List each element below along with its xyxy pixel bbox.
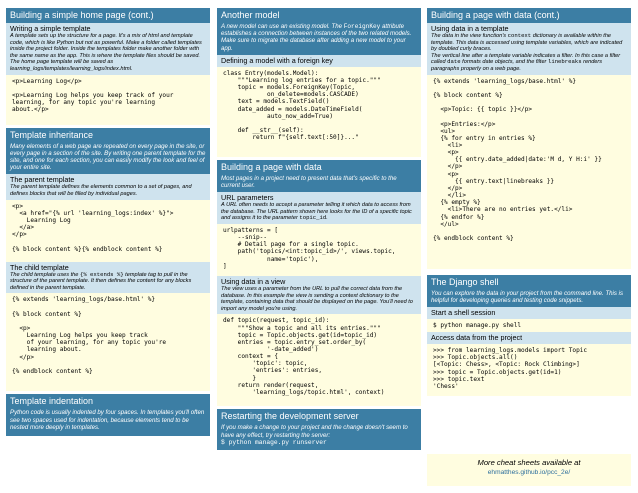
section-header-page-with-data-cont: Building a page with data (cont.) — [427, 8, 631, 23]
code-block-entry-model: class Entry(models.Model): """Learning log entries for a topic.""" topic = models.ForeignKey(Topic, on_delete=models.CASCADE) text = models.TextField() date_added = models.DateTimeField( auto_now_add=True) def __str__(self): return f"{self.text[:50]}..." — [217, 67, 421, 157]
runserver-command: $ python manage.py runserver — [221, 438, 327, 446]
code-block-start-shell: $ python manage.py shell — [427, 319, 631, 332]
intro-template-indentation: Python code is usually indented by four spaces. In templates you'll often see two spaces used for indentation, because elements tend to be nested more deeply in templates. — [6, 409, 210, 436]
description-url-parameters: A URL often needs to accept a parameter telling it which data to access from the database. The URL pattern shown here looks for the ID of a specific topic and assigns it to the parameter topic_id. — [217, 202, 421, 224]
description-data-in-template: The data in the view function's context dictionary is available within the template. This data is accessed using template variables, which are indicated by doubled curly braces. The vertical line after a template variable indicates a filter. In this case a filter called date formats date objects, and the filter linebreaks renders paragraphs properly on a web page. — [427, 33, 631, 75]
subheading-parent-template: The parent template — [6, 174, 210, 184]
description-data-in-view: The view uses a parameter from the URL to pull the correct data from the database. In this example the view is sending a context dictionary to the template, containing data that should be displayed on the page. You'll need to import any model you're using. — [217, 286, 421, 314]
subheading-start-shell: Start a shell session — [427, 307, 631, 319]
column-1 — [6, 8, 210, 436]
section-header-template-indentation: Template indentation — [6, 394, 210, 409]
subheading-simple-template: Writing a simple template — [6, 23, 210, 33]
description-parent-template: The parent template defines the elements common to a set of pages, and defines blocks that will be filled by individual pages. — [6, 184, 210, 199]
subheading-foreign-key: Defining a model with a foreign key — [217, 55, 421, 67]
subheading-child-template: The child template — [6, 262, 210, 272]
intro-restarting-server: If you make a change to your project and the change doesn't seem to have any effect, try restarting the server: $ python manage.py runserver — [217, 424, 421, 450]
code-block-child-template: {% extends 'learning_logs/base.html' %} {% block content %} <p> Learning Log helps you keep track of your learning, for any topic you're learning about. </p> {% endblock content %} — [6, 293, 210, 391]
intro-another-model: A new model can use an existing model. The ForeignKey attribute establishes a connection between instances of the two related models. Make sure to migrate the database after adding a new model to your app. — [217, 23, 421, 55]
subheading-data-in-template: Using data in a template — [427, 23, 631, 33]
section-header-home-page-cont: Building a simple home page (cont.) — [6, 8, 210, 23]
subheading-url-parameters: URL parameters — [217, 192, 421, 202]
code-block-parent-template: <p> <a href="{% url 'learning_logs:index' %}"> Learning Log </a> </p> {% block content %}{% endblock content %} — [6, 200, 210, 262]
code-block-urlpatterns: urlpatterns = [ --snip-- # Detail page for a single topic. path('topics/<int:topic_id>/', views.topic, name='topic'), ] — [217, 224, 421, 276]
column-2 — [217, 8, 421, 450]
intro-page-with-data: Most pages in a project need to present data that's specific to the current user. — [217, 175, 421, 192]
code-block-topic-view: def topic(request, topic_id): """Show a topic and all its entries.""" topic = Topic.objects.get(id=topic_id) entries = topic.entry_set.order_by( '-date_added') context = { 'topic': topic, 'entries': entries, } return render(request, 'learning_logs/topic.html', context) — [217, 314, 421, 406]
footer-link[interactable]: ehmatthes.github.io/pcc_2e/ — [487, 469, 571, 476]
subheading-access-data: Access data from the project — [427, 332, 631, 344]
description-child-template: The child template uses the {% extends %} template tag to pull in the structure of the parent template. It then defines the content for any blocks defined in the parent template. — [6, 272, 210, 294]
column-3 — [427, 8, 631, 396]
section-header-django-shell: The Django shell — [427, 275, 631, 290]
subheading-data-in-view: Using data in a view — [217, 276, 421, 286]
intro-template-inheritance: Many elements of a web page are repeated on every page in the site, or every page in a section of the site. By writing one parent template for the site, and one for each section, you can easily modify the look and feel of your entire site. — [6, 143, 210, 175]
section-header-template-inheritance: Template inheritance — [6, 128, 210, 143]
section-header-page-with-data: Building a page with data — [217, 160, 421, 175]
description-simple-template: A template sets up the structure for a page. It's a mix of html and template code, which is like Python but not as powerful. Make a folder called templates inside the project folder. Inside the templates folder make another folder with the same name as the app. This is where the template files should be saved. The home page template will be saved as learning_logs/templates/learning_logs/index.html. — [6, 33, 210, 75]
section-header-another-model: Another model — [217, 8, 421, 23]
section-header-restarting-server: Restarting the development server — [217, 409, 421, 424]
intro-django-shell: You can explore the data in your project from the command line. This is helpful for developing queries and testing code snippets. — [427, 290, 631, 307]
footer-more-cheat-sheets — [427, 454, 631, 486]
footer-text: More cheat sheets available at — [477, 458, 581, 467]
code-block-topic-template: {% extends 'learning_logs/base.html' %} {% block content %} <p>Topic: {{ topic }}</p> <p>Entries:</p> <ul> {% for entry in entries %} <li> <p> {{ entry.date_added|date:'M d, Y H:i' }} </p> <p> {{ entry.text|linebreaks }} </p> </li> {% empty %} <li>There are no entries yet.</li> {% endfor %} </ul> {% endblock content %} — [427, 75, 631, 269]
code-block-index-html: <p>Learning Log</p> <p>Learning Log helps you keep track of your learning, for any topic you're learning about.</p> — [6, 75, 210, 125]
code-block-shell-session: >>> from learning_logs.models import Topic >>> Topic.objects.all() [<Topic: Chess>, <Topic: Rock Climbing>] >>> topic = Topic.objects.get(id=1) >>> topic.text 'Chess' — [427, 344, 631, 396]
